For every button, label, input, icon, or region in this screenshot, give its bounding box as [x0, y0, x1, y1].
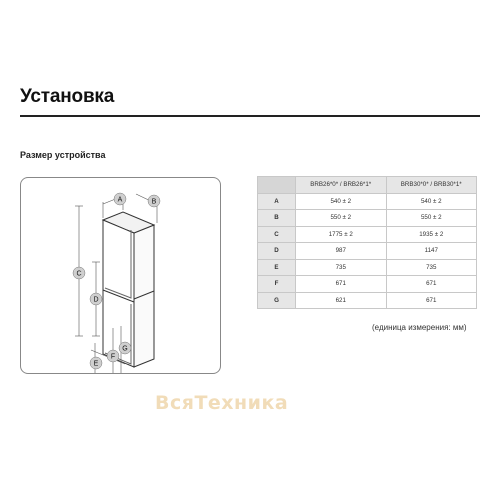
table-cell: 1775 ± 2	[296, 226, 387, 243]
table-row	[258, 226, 477, 243]
label-d: D	[93, 296, 99, 304]
table-cell: 1935 ± 2	[386, 226, 477, 243]
table-row	[258, 243, 477, 260]
row-label: E	[258, 259, 296, 276]
label-b: B	[151, 198, 157, 206]
table-header-row	[258, 177, 477, 194]
table-cell: 671	[296, 276, 387, 293]
refrigerator-dimension-diagram	[20, 177, 221, 374]
column-header: BRB26*0* / BRB26*1*	[296, 177, 387, 194]
label-e: E	[93, 360, 99, 368]
refrigerator-drawing	[21, 178, 220, 373]
unit-note: (единица измерения: мм)	[372, 323, 467, 332]
fridge-front-face	[134, 225, 154, 367]
label-a: A	[117, 196, 123, 204]
table-cell: 671	[386, 276, 477, 293]
title-rule	[20, 115, 480, 117]
table-row	[258, 276, 477, 293]
watermark-logo: ВсяТехника	[155, 392, 289, 414]
table-cell: 540 ± 2	[386, 193, 477, 210]
table-cell: 550 ± 2	[386, 210, 477, 227]
table-cell: 621	[296, 292, 387, 309]
label-g: G	[122, 345, 128, 353]
table-corner-cell	[258, 177, 296, 194]
section-subtitle: Размер устройства	[20, 150, 106, 160]
table-cell: 987	[296, 243, 387, 260]
table-cell: 1147	[386, 243, 477, 260]
row-label: G	[258, 292, 296, 309]
table-cell: 550 ± 2	[296, 210, 387, 227]
page-title: Установка	[20, 86, 115, 107]
row-label: A	[258, 193, 296, 210]
table-row	[258, 210, 477, 227]
dimensions-table	[257, 176, 477, 309]
table-cell: 540 ± 2	[296, 193, 387, 210]
row-label: F	[258, 276, 296, 293]
label-c: C	[76, 270, 82, 278]
row-label: C	[258, 226, 296, 243]
table-row	[258, 259, 477, 276]
row-label: D	[258, 243, 296, 260]
table-cell: 735	[296, 259, 387, 276]
table-row	[258, 193, 477, 210]
row-label: B	[258, 210, 296, 227]
column-header: BRB30*0* / BRB30*1*	[386, 177, 477, 194]
label-f: F	[110, 353, 116, 361]
table-cell: 671	[386, 292, 477, 309]
table-cell: 735	[386, 259, 477, 276]
table-row	[258, 292, 477, 309]
